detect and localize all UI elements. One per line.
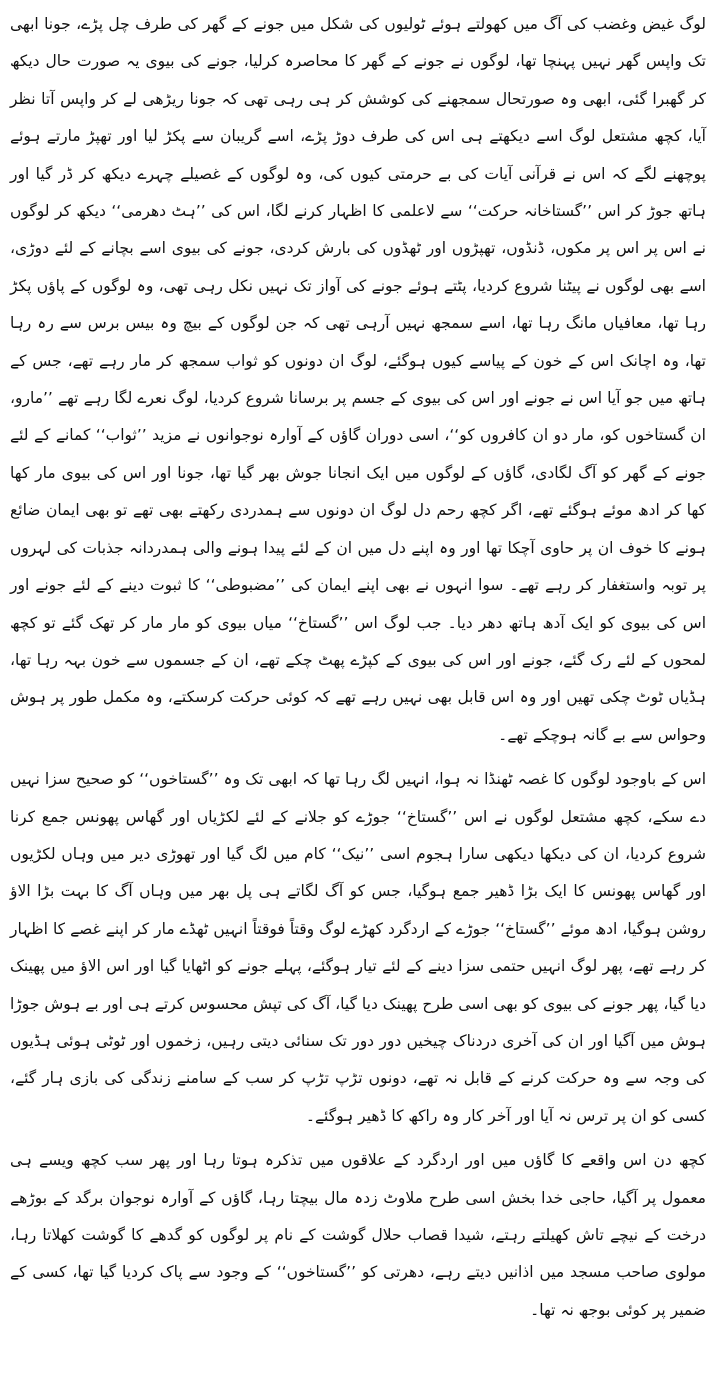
paragraph-burning: اس کے باوجود لوگوں کا غصہ ٹھنڈا نہ ہوا، انہیں لگ رہا تھا کہ ابھی تک وہ ’’گستاخوں‘‘ کو صحیح سزا نہیں دے سکے، کچھ مشتعل لوگوں نے اس ’’گستاخ‘‘ جوڑے کو جلانے کے لئے لکڑیاں اور گھاس پھونس جمع کرنا شروع کردیا، ان کی دیکھا دیکھی سارا ہجوم اسی ’’نیک‘‘ کام میں لگ گیا اور تھوڑی دیر میں وہاں لکڑیوں اور گھاس پھونس کا ایک بڑا ڈھیر جمع ہوگیا، جس کو آگ لگاتے ہی پل بھر میں وہاں آگ کا بہت بڑا الاؤ روشن ہوگیا، ادھ موئے ’’گستاخ‘‘ جوڑے کے اردگرد کھڑے لوگ وقتاً فوقتاً انہیں ٹھڈے مار کر اپنے غصے کا اظہار کر رہے تھے، پھر لوگ انہیں حتمی سزا دینے کے لئے تیار ہوگئے، پہلے جونے کو اٹھایا گیا اور اس الاؤ میں پھینک دیا گیا، پھر جونے کی بیوی کو بھی اسی طرح پھینک دیا گیا، آگ کی تپش محسوس کرتے ہی اور بے ہوش جوڑا ہوش میں آگیا اور ان کی آخری دردناک چیخیں دور دور تک سنائی دیتی رہیں، زخموں اور ٹوٹی ہوئی ہڈیوں کی وجہ سے وہ حرکت کرنے کے قابل نہ تھے، دونوں تڑپ تڑپ کر سب کے سامنے زندگی کی بازی ہار گئے، کسی کو ان پر ترس نہ آیا اور آخر کار وہ راکھ کا ڈھیر ہوگئے۔ bbox=[10, 770, 706, 1125]
paragraph-aftermath: کچھ دن اس واقعے کا گاؤں میں اور اردگرد کے علاقوں میں تذکرہ ہوتا رہا اور پھر سب کچھ ویسے ہی معمول پر آگیا، حاجی خدا بخش اسی طرح ملاوٹ زدہ مال بیچتا رہا، گاؤں کے آوارہ نوجوان برگد کے بوڑھے درخت کے نیچے تاش کھیلتے رہتے، شیدا قصاب حلال گوشت کے نام پر لوگوں کو گدھے کا گوشت کھلاتا رہا، مولوی صاحب مسجد میں اذانیں دیتے رہے، دھرتی کو ’’گستاخوں‘‘ کے وجود سے پاک کردیا گیا تھا، کسی کے ضمیر پر کوئی بوجھ نہ تھا۔ bbox=[10, 1151, 706, 1319]
paragraph-mob-attack: لوگ غیض وغضب کی آگ میں کھولتے ہوئے ٹولیوں کی شکل میں جونے کے گھر کی طرف چل پڑے، جونا ابھی تک واپس گھر نہیں پہنچا تھا، لوگوں نے جونے کے گھر کا محاصرہ کرلیا، جونے کی بیوی یہ صورت حال دیکھ کر گھبرا گئی، ابھی وہ صورتحال سمجھنے کی کوشش کر ہی رہی تھی کہ جونا ریڑھی لے کر واپس آتا نظر آیا، کچھ مشتعل لوگ اسے دیکھتے ہی اس کی طرف دوڑ پڑے، اسے گریبان سے پکڑ لیا اور تھپڑ مارتے ہوئے پوچھنے لگے کہ اس نے قرآنی آیات کی بے حرمتی کیوں کی، وہ لوگوں کے غصیلے چہرے دیکھ کر ڈر گیا اور ہاتھ جوڑ کر اس ’’گستاخانہ حرکت‘‘ سے لاعلمی کا اظہار کرنے لگا، اس کی ’’ہٹ دھرمی‘‘ دیکھ کر لوگوں نے اس پر اس پر مکوں، ڈنڈوں، تھپڑوں اور ٹھڈوں کی بارش کردی، جونے کی بیوی اسے بچانے کے لئے دوڑی، اسے بھی لوگوں نے پیٹنا شروع کردیا، پٹتے ہوئے جونے کی آواز تک نہیں نکل رہی تھی، وہ لوگوں کے پاؤں پکڑ رہا تھا، معافیاں مانگ رہا تھا، اسے سمجھ نہیں آرہی تھی کہ جن لوگوں کے بیچ وہ بیس برس سے رہ رہا تھا، وہ اچانک اس کے خون کے پیاسے کیوں ہوگئے، لوگ ان دونوں کو ثواب سمجھ کر مار رہے تھے، جس کے ہاتھ میں جو آیا اس نے جونے اور اس کی بیوی کے جسم پر برسانا شروع کردیا، لوگ نعرے لگا رہے تھے ’’مارو، ان گستاخوں کو، مار دو ان کافروں کو‘‘، اسی دوران گاؤں کے آوارہ نوجوانوں نے مزید ’’ثواب‘‘ کمانے کے لئے جونے کے گھر کو آگ لگادی، گاؤں کے لوگوں میں ایک انجانا جوش بھر گیا تھا، جونا اور اس کی بیوی مار کھا کھا کر ادھ موئے ہوگئے تھے، اگر کچھ رحم دل لوگ ان دونوں سے ہمدردی رکھتے بھی تھے تو بھی ایمان ضائع ہونے کا خوف ان پر حاوی آچکا تھا اور وہ اپنے دل میں ان کے لئے پیدا ہونے والی ہمدردانہ جذبات کی لہروں پر توبہ واستغفار کر رہے تھے۔ سوا انہوں نے بھی اپنے ایمان کی ’’مضبوطی‘‘ کا ثبوت دینے کے لئے جونے اور اس کی بیوی کو ایک آدھ ہاتھ دھر دیا۔ جب لوگ اس ’’گستاخ‘‘ میاں بیوی کو مار مار کر تھک گئے تو کچھ لمحوں کے لئے رک گئے، جونے اور اس کی بیوی کے کپڑے پھٹ چکے تھے، ان کے جسموں سے خون بہہ رہا تھا، ہڈیاں ٹوٹ چکی تھیں اور وہ اس قابل بھی نہیں رہے تھے کہ کوئی حرکت کرسکتے، وہ مکمل طور پر ہوش وحواس سے بے گانہ ہوچکے تھے۔ bbox=[10, 15, 706, 744]
